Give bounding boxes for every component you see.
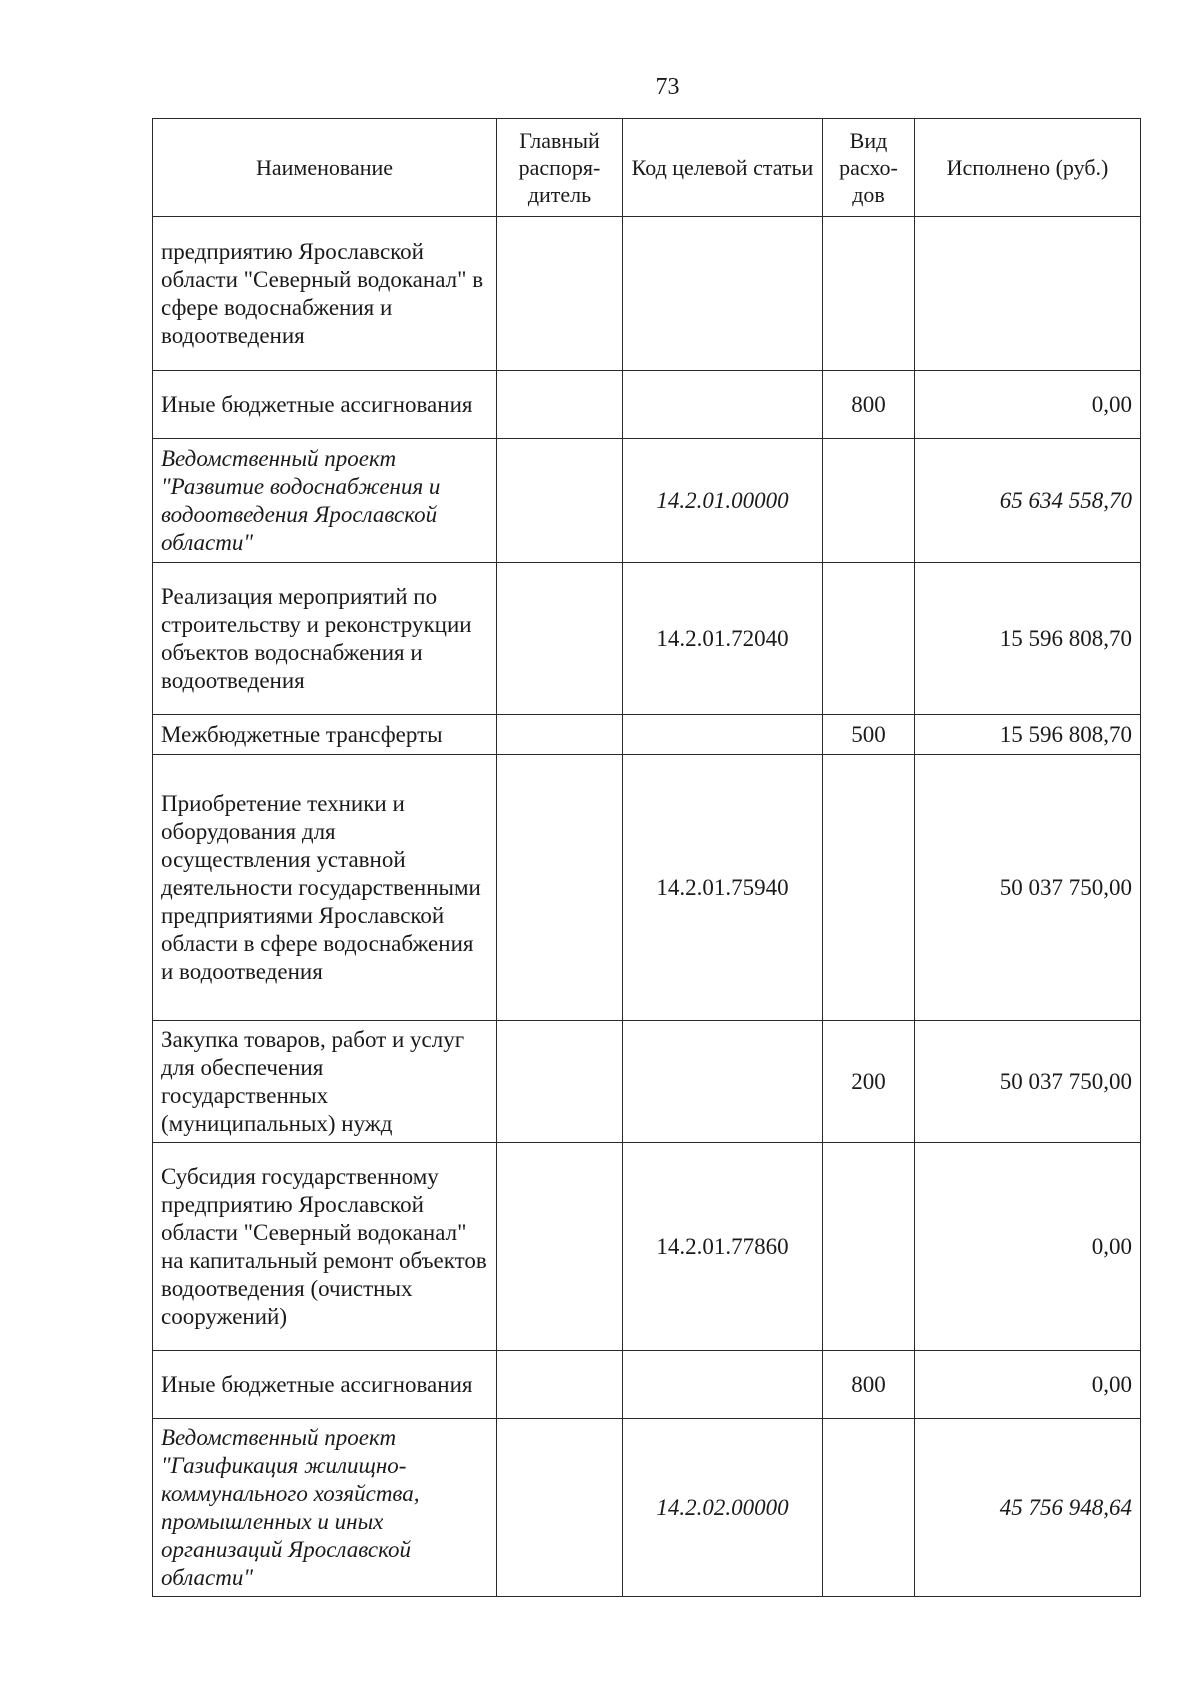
table-row	[153, 1351, 1141, 1419]
row-amount: 0,00	[915, 1351, 1141, 1419]
row-name: Закупка товаров, работ и услуг для обеспечения государственных (муниципальных) нужд	[153, 1021, 497, 1143]
row-code: 14.2.01.75940	[623, 755, 823, 1021]
row-amount	[915, 217, 1141, 371]
budget-execution-table	[152, 118, 1141, 1597]
row-type: 200	[823, 1021, 915, 1143]
row-type: 800	[823, 371, 915, 439]
row-amount: 15 596 808,70	[915, 715, 1141, 755]
row-code	[623, 371, 823, 439]
row-amount: 0,00	[915, 1143, 1141, 1351]
header-expense-type: Вид расхо-дов	[823, 119, 915, 217]
row-type	[823, 217, 915, 371]
row-code	[623, 217, 823, 371]
table-row	[153, 217, 1141, 371]
row-type	[823, 1419, 915, 1597]
row-admin	[497, 217, 623, 371]
table-row	[153, 1143, 1141, 1351]
row-name: Иные бюджетные ассигнования	[153, 371, 497, 439]
table-row	[153, 563, 1141, 715]
row-amount: 50 037 750,00	[915, 1021, 1141, 1143]
page-number: 73	[655, 74, 680, 100]
row-name: Ведомственный проект "Газификация жилищно-коммунального хозяйства, промышленных и иных организаций Ярославской области"	[153, 1419, 497, 1597]
row-admin	[497, 755, 623, 1021]
row-amount: 0,00	[915, 371, 1141, 439]
row-name: Приобретение техники и оборудования для осуществления уставной деятельности государственными предприятиями Ярославской области в сфере водоснабжения и водоотведения	[153, 755, 497, 1021]
row-type	[823, 563, 915, 715]
row-admin	[497, 563, 623, 715]
table-row	[153, 371, 1141, 439]
row-type	[823, 1143, 915, 1351]
row-code: 14.2.01.00000	[623, 439, 823, 563]
row-code	[623, 1021, 823, 1143]
table-header-row	[153, 119, 1141, 217]
row-admin	[497, 371, 623, 439]
header-chief-administrator: Главный распоря-дитель	[497, 119, 623, 217]
row-type: 500	[823, 715, 915, 755]
table-row	[153, 755, 1141, 1021]
row-admin	[497, 439, 623, 563]
table-row	[153, 1021, 1141, 1143]
row-type	[823, 755, 915, 1021]
row-type: 800	[823, 1351, 915, 1419]
header-target-code: Код целевой статьи	[623, 119, 823, 217]
row-admin	[497, 1419, 623, 1597]
row-admin	[497, 1351, 623, 1419]
row-code: 14.2.01.72040	[623, 563, 823, 715]
row-amount: 65 634 558,70	[915, 439, 1141, 563]
row-admin	[497, 1143, 623, 1351]
row-amount: 15 596 808,70	[915, 563, 1141, 715]
header-executed-amount: Исполнено (руб.)	[915, 119, 1141, 217]
row-amount: 50 037 750,00	[915, 755, 1141, 1021]
row-code: 14.2.02.00000	[623, 1419, 823, 1597]
row-code: 14.2.01.77860	[623, 1143, 823, 1351]
row-name: Ведомственный проект "Развитие водоснабжения и водоотведения Ярославской области"	[153, 439, 497, 563]
row-admin	[497, 715, 623, 755]
row-code	[623, 1351, 823, 1419]
table-row-project	[153, 439, 1141, 563]
header-name: Наименование	[153, 119, 497, 217]
row-name: Субсидия государственному предприятию Ярославской области "Северный водоканал" на капитальный ремонт объектов водоотведения (очистных сооружений)	[153, 1143, 497, 1351]
row-name: Реализация мероприятий по строительству и реконструкции объектов водоснабжения и водоотведения	[153, 563, 497, 715]
row-name: предприятию Ярославской области "Северный водоканал" в сфере водоснабжения и водоотведения	[153, 217, 497, 371]
row-name: Межбюджетные трансферты	[153, 715, 497, 755]
row-admin	[497, 1021, 623, 1143]
row-name: Иные бюджетные ассигнования	[153, 1351, 497, 1419]
table-row-project	[153, 1419, 1141, 1597]
row-code	[623, 715, 823, 755]
row-amount: 45 756 948,64	[915, 1419, 1141, 1597]
table-row	[153, 715, 1141, 755]
row-type	[823, 439, 915, 563]
